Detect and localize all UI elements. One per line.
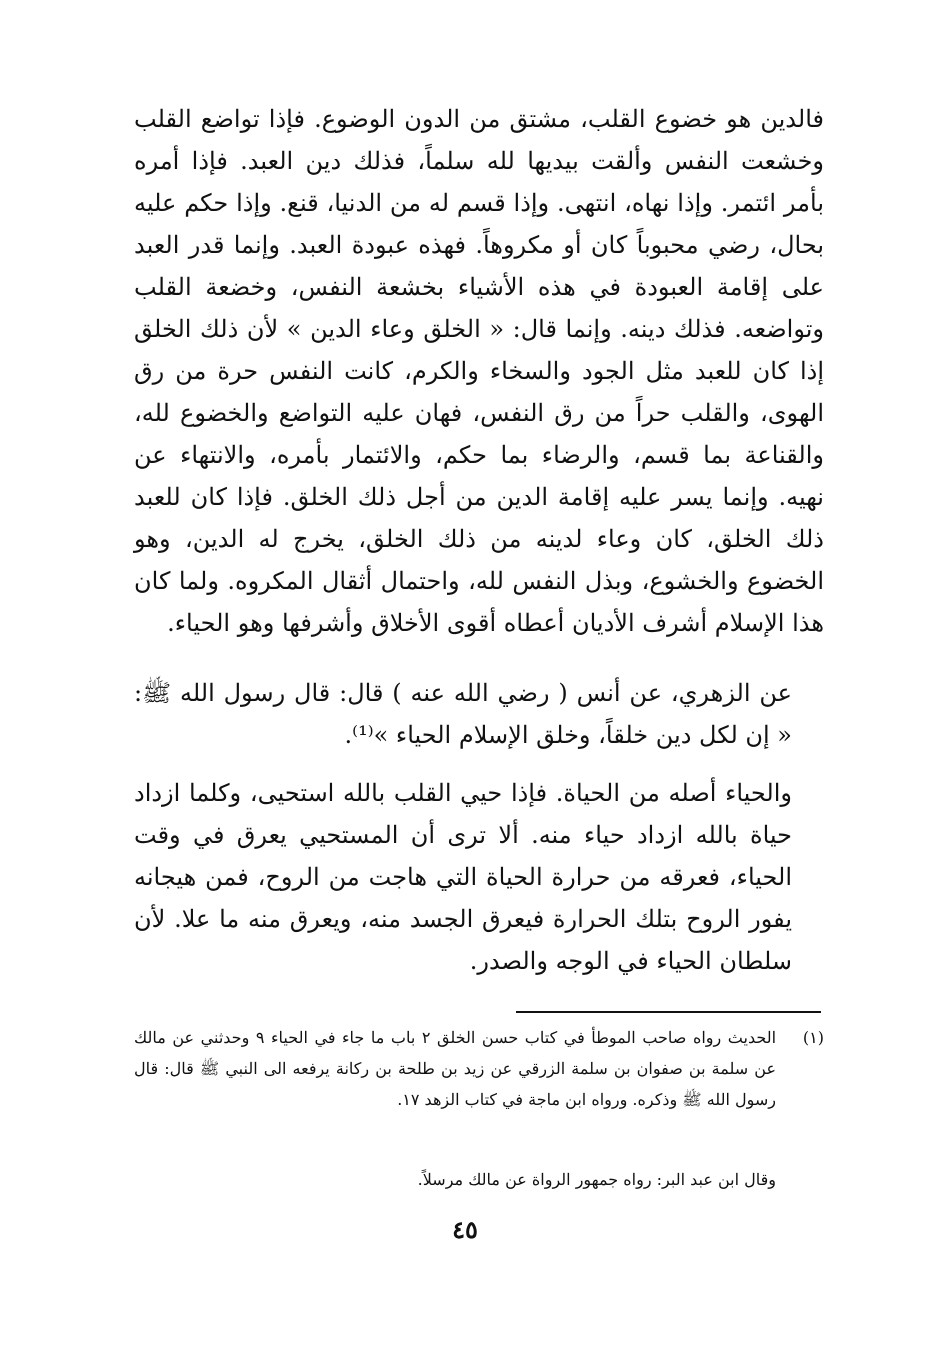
body-paragraph-3: والحياء أصله من الحياة. فإذا حيي القلب بالله استحيى، وكلما ازداد حياة بالله ازداد حياء منه. ألا ترى أن المستحيي يعرق في وقت الحياء، فعرقه من حرارة الحياة التي هاجت من الروح، فمن هيجانه يفور الروح بتلك الحرارة فيعرق الجسد منه، ويعرق منه ما علا. لأن سلطان الحياء في الوجه والصدر. xyxy=(134,779,792,975)
footnote-2-text: وقال ابن عبد البر: رواه جمهور الرواة عن مالك مرسلاً. xyxy=(417,1170,776,1189)
footnote-marker: (١) xyxy=(802,1028,824,1047)
page-number: ٤٥ xyxy=(452,1215,478,1244)
footnote-1 xyxy=(134,1022,824,1115)
body-paragraph-1: فالدين هو خضوع القلب، مشتق من الدون الوضوع. فإذا تواضع القلب وخشعت النفس وألقت بيديها لله سلماً، فذلك دين العبد. فإذا أمره بأمر ائتمر. وإذا نهاه، انتهى. وإذا قسم له من الدنيا، قنع. وإذا حكم عليه بحال، رضي محبوباً كان أو مكروهاً. فهذه عبودة العبد. وإنما قدر العبد على إقامة العبودة في هذه الأشياء بخشعة النفس، وخضعة القلب وتواضعه. فذلك دينه. وإنما قال: « الخلق وعاء الدين » لأن ذلك الخلق إذا كان للعبد مثل الجود والسخاء والكرم، كانت النفس حرة من رق الهوى، والقلب حراً من رق النفس، فهان عليه التواضع والخضوع لله، والقناعة بما قسم، والرضاء بما حكم، والائتمار بأمره، والانتهاء عن نهيه. وإنما يسر عليه إقامة الدين من أجل ذلك الخلق. فإذا كان للعبد ذلك الخلق، كان وعاء لدينه من ذلك الخلق، يخرج له الدين، وهو الخضوع والخشوع، وبذل النفس لله، واحتمال أثقال المكروه. ولما كان هذا الإسلام أشرف الأديان أعطاه أقوى الأخلاق وأشرفها وهو الحياء. xyxy=(134,105,825,637)
footnote-1-text: الحديث رواه صاحب الموطأ في كتاب حسن الخلق ٢ باب ما جاء في الحياء ٩ وحدثني عن مالك عن سلمة بن صفوان بن سلمة الزرقي عن زيد بن طلحة بن ركانة يرفعه الى النبي ﷺ قال: قال رسول الله ﷺ وذكره. ورواه ابن ماجة في كتاب الزهد ١٧. xyxy=(134,1028,777,1109)
footnote-divider xyxy=(516,1011,821,1013)
body-paragraph-2: عن الزهري، عن أنس ( رضي الله عنه ) قال: قال رسول الله ﷺ: « إن لكل دين خلقاً، وخلق الإسلام الحياء »⁽¹⁾. xyxy=(134,679,792,749)
